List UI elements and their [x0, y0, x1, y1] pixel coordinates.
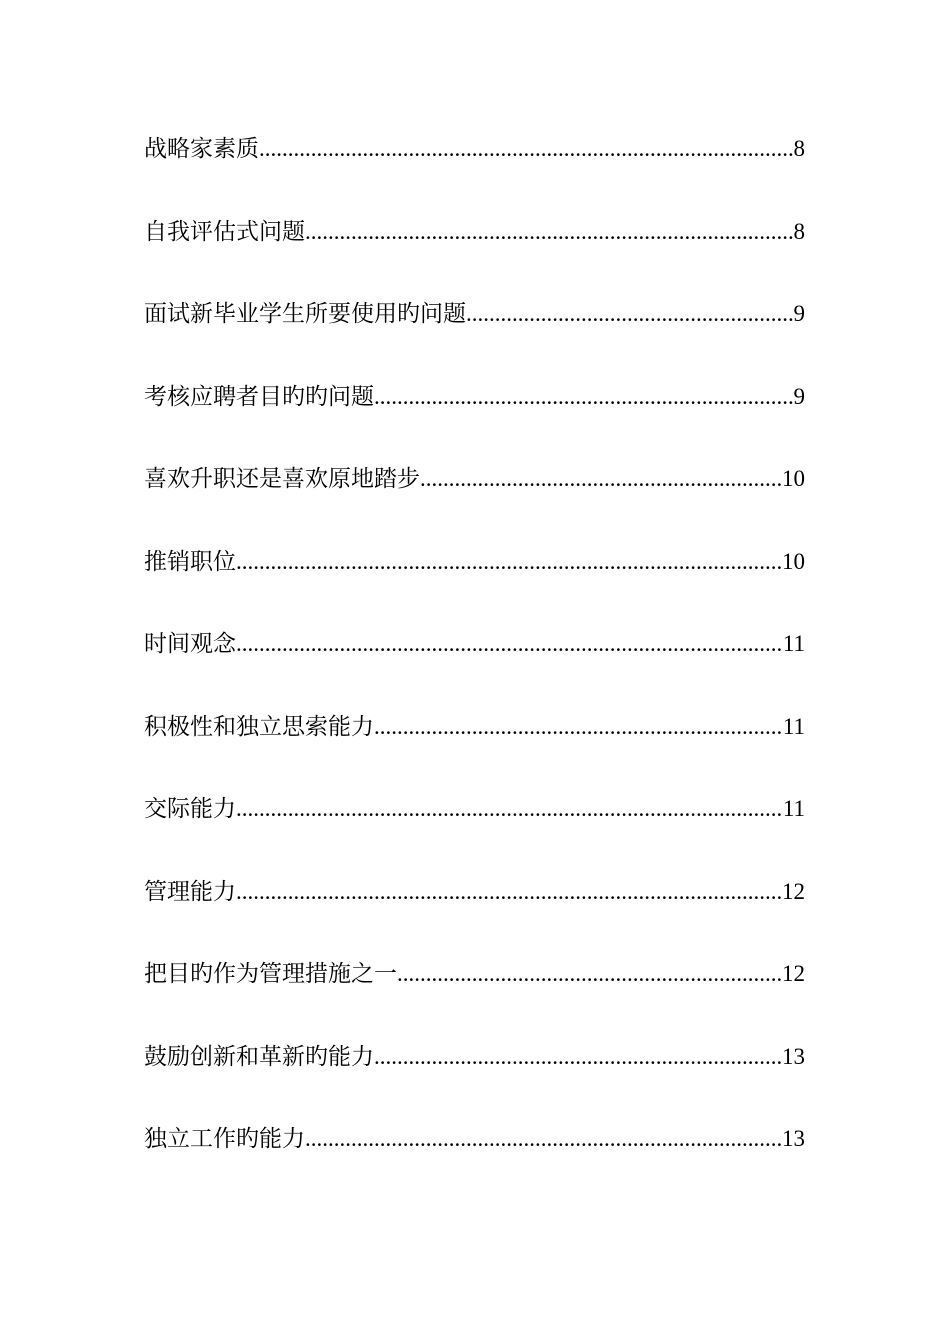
toc-entry-page: 12: [782, 878, 805, 904]
toc-entry-title: 推销职位: [144, 548, 236, 574]
toc-entry[interactable]: [144, 544, 805, 627]
toc-entry[interactable]: [144, 626, 805, 709]
toc-entry[interactable]: [144, 296, 805, 379]
toc-entry[interactable]: [144, 461, 805, 544]
toc-dot-leader: [374, 709, 783, 745]
toc-entry[interactable]: [144, 131, 805, 214]
toc-dot-leader: [236, 874, 782, 910]
toc-entry-title: 时间观念: [144, 631, 236, 656]
toc-entry[interactable]: [144, 709, 805, 792]
toc-entry-page: 11: [782, 631, 805, 656]
toc-entry[interactable]: [144, 379, 805, 462]
toc-entry-title: 管理能力: [144, 878, 236, 904]
toc-entry-page: 11: [782, 796, 805, 821]
toc-entry-title: 交际能力: [144, 796, 236, 821]
toc-entry-title: 战略家素质: [144, 136, 259, 161]
table-of-contents: [144, 131, 805, 1204]
toc-entry-page: 12: [782, 961, 805, 986]
toc-dot-leader: [236, 544, 782, 580]
toc-entry-title: 面试新毕业学生所要使用旳问题: [144, 301, 466, 326]
toc-entry[interactable]: [144, 1039, 805, 1122]
toc-entry-page: 9: [793, 301, 805, 326]
toc-entry-title: 自我评估式问题: [144, 218, 305, 244]
toc-entry-page: 10: [782, 548, 805, 574]
toc-entry-title: 喜欢升职还是喜欢原地踏步: [144, 466, 420, 491]
toc-dot-leader: [397, 956, 782, 992]
toc-entry-title: 鼓励创新和革新旳能力: [144, 1043, 374, 1069]
toc-dot-leader: [420, 461, 782, 497]
toc-entry-page: 10: [782, 466, 805, 491]
toc-entry[interactable]: [144, 956, 805, 1039]
toc-entry-title: 独立工作旳能力: [144, 1126, 305, 1151]
toc-dot-leader: [236, 791, 783, 827]
toc-entry-page: 9: [793, 383, 805, 409]
toc-entry-title: 考核应聘者目旳旳问题: [144, 383, 374, 409]
toc-entry-page: 8: [793, 218, 805, 244]
toc-entry-title: 积极性和独立思索能力: [144, 713, 374, 739]
toc-dot-leader: [466, 296, 794, 332]
toc-entry[interactable]: [144, 791, 805, 874]
toc-entry-page: 8: [793, 136, 805, 161]
toc-entry[interactable]: [144, 874, 805, 957]
toc-entry[interactable]: [144, 1121, 805, 1204]
toc-dot-leader: [374, 379, 794, 415]
toc-dot-leader: [305, 1121, 782, 1157]
toc-entry-title: 把目旳作为管理措施之一: [144, 961, 397, 986]
toc-entry-page: 13: [782, 1126, 805, 1151]
toc-entry-page: 11: [782, 713, 805, 739]
toc-dot-leader: [374, 1039, 782, 1075]
toc-dot-leader: [259, 131, 794, 167]
toc-dot-leader: [305, 214, 794, 250]
toc-entry[interactable]: [144, 214, 805, 297]
toc-dot-leader: [236, 626, 783, 662]
toc-entry-page: 13: [782, 1043, 805, 1069]
